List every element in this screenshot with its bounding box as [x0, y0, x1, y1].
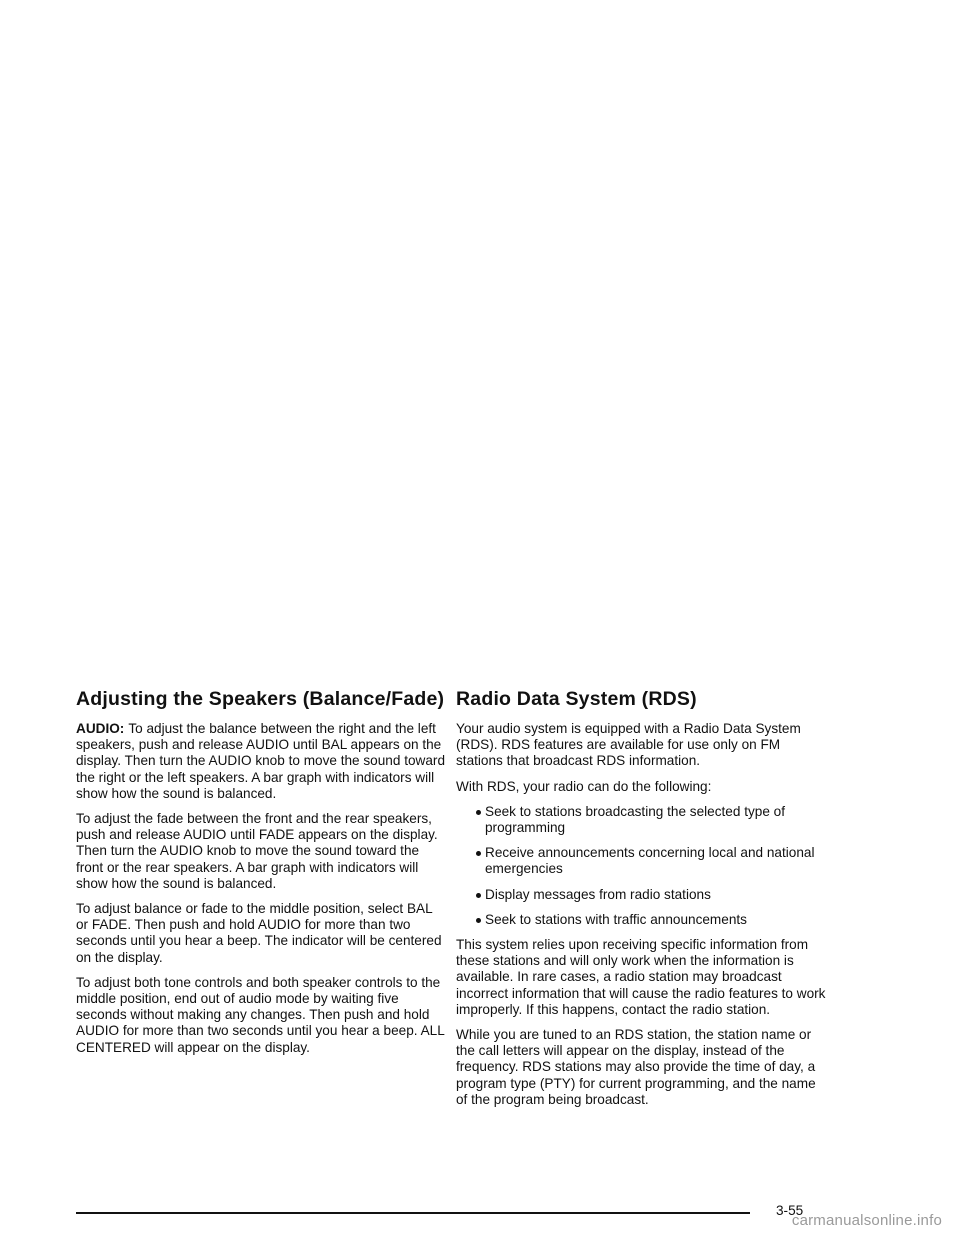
rds-capabilities-paragraph: With RDS, your radio can do the following:: [456, 778, 712, 794]
list-item: Seek to stations with traffic announcements: [456, 912, 828, 928]
list-item: Receive announcements concerning local and national emergencies: [456, 845, 828, 877]
section-adjusting-speakers: [76, 688, 448, 1065]
audio-text: To adjust the balance between the right and the left speakers, push and release AUDIO until BAL appears on the display. Then turn the AUDIO knob to move the sound toward the right or the left speakers. A bar graph with indicators will show how the sound is balanced.: [76, 721, 446, 801]
footer-rule: [76, 1212, 750, 1214]
bullet-icon: [476, 810, 481, 815]
rds-reliability-paragraph: This system relies upon receiving specific information from these stations and will only work when the information is available. In rare cases, a radio station may broadcast incorrect information that will cause the radio features to work improperly. If this happens, contact the radio station.: [456, 937, 826, 1017]
rds-station-paragraph: While you are tuned to an RDS station, the station name or the call letters will appear on the display, instead of the frequency. RDS stations may also provide the time of day, a program type (PTY) for current programming, and the name of the program being broadcast.: [456, 1027, 816, 1107]
section-radio-data-system: [456, 688, 828, 1117]
watermark: carmanualsonline.info: [791, 1212, 942, 1229]
section-heading: Radio Data System (RDS): [456, 688, 697, 710]
page-number: 3-55: [776, 1203, 804, 1218]
bullet-icon: [476, 893, 481, 898]
list-item: Display messages from radio stations: [456, 887, 828, 903]
rds-feature-list: [456, 804, 828, 928]
bullet-icon: [476, 918, 481, 923]
list-item: Seek to stations broadcasting the selected type of programming: [456, 804, 828, 836]
middle-position-paragraph: To adjust balance or fade to the middle position, select BAL or FADE. Then push and hold AUDIO for more than two seconds until you hear a beep. The indicator will be centered on the display.: [76, 901, 442, 965]
tone-controls-paragraph: To adjust both tone controls and both speaker controls to the middle position, end out of audio mode by waiting five seconds without making any changes. Then push and hold AUDIO for more than two seconds until you hear a beep. ALL CENTERED will appear on the display.: [76, 974, 445, 1055]
section-heading: Adjusting the Speakers (Balance/Fade): [76, 688, 445, 710]
fade-paragraph: To adjust the fade between the front and the rear speakers, push and release AUDIO until FADE appears on the display. Then turn the AUDIO knob to move the sound toward the front or the rear speakers. A bar graph with indicators will show how the sound is balanced.: [76, 811, 438, 891]
audio-paragraph: [76, 721, 448, 802]
bullet-icon: [476, 851, 481, 856]
rds-intro-paragraph: Your audio system is equipped with a Radio Data System (RDS). RDS features are available for use only on FM stations that broadcast RDS information.: [456, 721, 801, 769]
audio-label: AUDIO:: [76, 721, 125, 736]
